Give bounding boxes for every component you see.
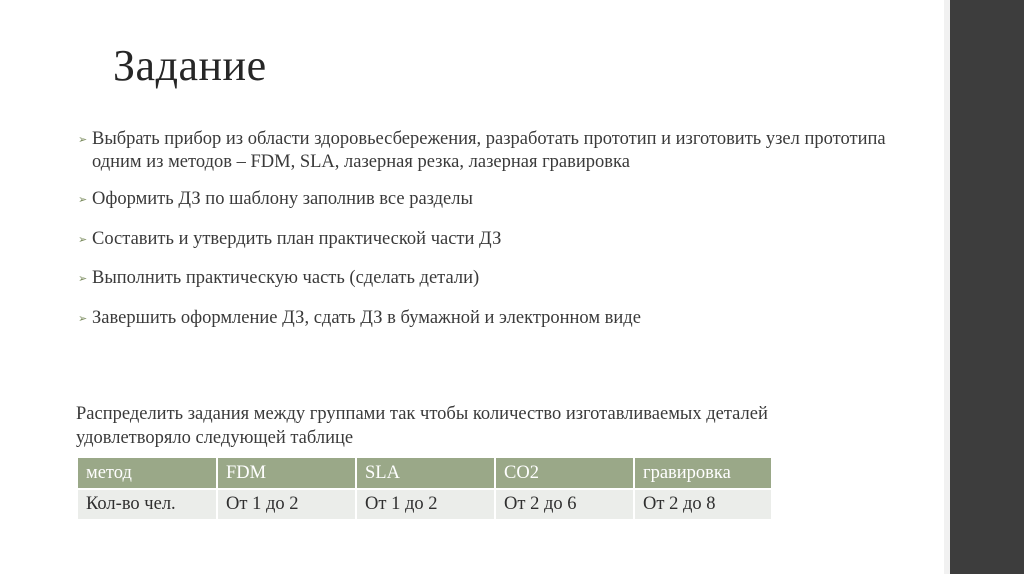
arrow-bullet-icon: ➢ — [78, 234, 88, 246]
table-cell: От 2 до 6 — [495, 489, 634, 519]
bullet-text: Выполнить практическую часть (сделать детали) — [92, 268, 480, 288]
bullet-text: Оформить ДЗ по шаблону заполнив все разделы — [92, 189, 473, 209]
distribution-paragraph: Распределить задания между группами так чтобы количество изготавливаемых деталей удовлетворяло следующей таблице — [76, 404, 768, 448]
arrow-bullet-icon: ➢ — [78, 313, 88, 325]
arrow-bullet-icon: ➢ — [78, 134, 88, 146]
bullet-text: Выбрать прибор из области здоровьесбережения, разработать прототип и изготовить узел прототипа одним из методов – FDM, SLA, лазерная резка, лазерная гравировка — [92, 129, 886, 172]
table-cell: Кол-во чел. — [78, 489, 217, 519]
table-row — [78, 489, 772, 519]
slide-title: Задание — [113, 41, 267, 90]
table-header-cell: метод — [78, 458, 217, 489]
bullet-item — [78, 267, 892, 291]
arrow-bullet-icon: ➢ — [78, 194, 88, 206]
table-header-cell: FDM — [217, 458, 356, 489]
bullet-text: Составить и утвердить план практической части ДЗ — [92, 229, 502, 249]
table-cell: От 1 до 2 — [356, 489, 495, 519]
table-cell: От 1 до 2 — [217, 489, 356, 519]
table-header-cell: CO2 — [495, 458, 634, 489]
bullet-item — [78, 228, 892, 252]
bullet-text: Завершить оформление ДЗ, сдать ДЗ в бумажной и электронном виде — [92, 308, 641, 328]
table-header-row — [78, 458, 772, 489]
side-bar — [950, 0, 1024, 574]
arrow-bullet-icon: ➢ — [78, 273, 88, 285]
bullet-item — [78, 128, 892, 174]
table-cell: От 2 до 8 — [634, 489, 772, 519]
table-header-cell: гравировка — [634, 458, 772, 489]
methods-table — [78, 458, 773, 519]
table-header-cell: SLA — [356, 458, 495, 489]
bullet-item — [78, 188, 892, 212]
bullet-item — [78, 307, 892, 331]
